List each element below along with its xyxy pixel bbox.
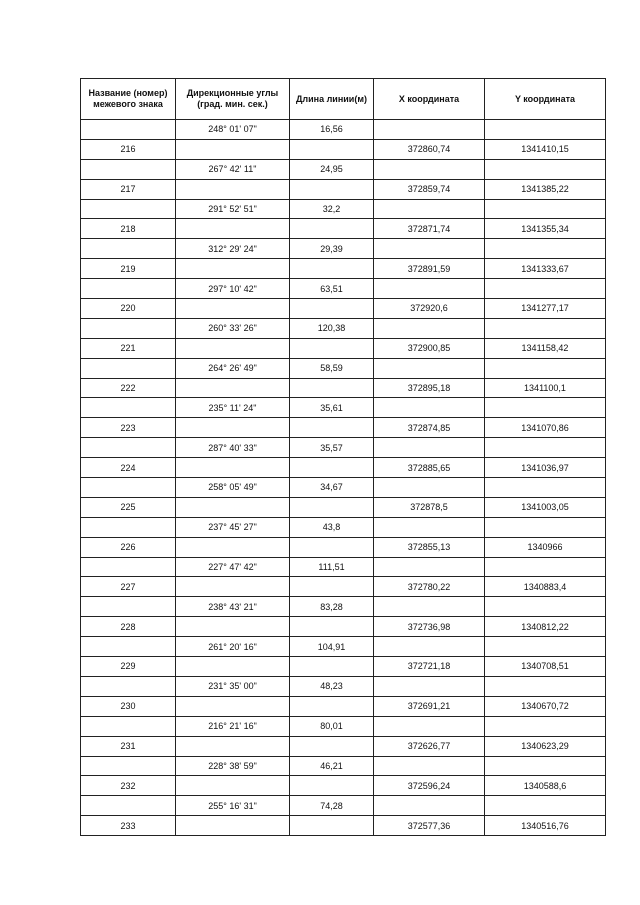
cell-y-coordinate: 1340812,22 [485, 617, 606, 637]
table-row [81, 120, 606, 140]
cell-mark-name: 216 [81, 139, 176, 159]
cell-direction-angle: 297° 10' 42" [176, 279, 290, 299]
cell-x-coordinate [374, 159, 485, 179]
cell-line-length: 74,28 [290, 796, 374, 816]
cell-y-coordinate: 1340588,6 [485, 776, 606, 796]
cell-x-coordinate: 372920,6 [374, 299, 485, 319]
cell-y-coordinate: 1340516,76 [485, 816, 606, 836]
cell-mark-name: 231 [81, 736, 176, 756]
cell-direction-angle: 261° 20' 16" [176, 637, 290, 657]
cell-x-coordinate [374, 517, 485, 537]
cell-x-coordinate [374, 239, 485, 259]
cell-x-coordinate: 372895,18 [374, 378, 485, 398]
cell-x-coordinate: 372871,74 [374, 219, 485, 239]
cell-mark-name: 218 [81, 219, 176, 239]
cell-y-coordinate: 1340966 [485, 537, 606, 557]
cell-y-coordinate: 1341410,15 [485, 139, 606, 159]
cell-x-coordinate [374, 199, 485, 219]
cell-line-length: 80,01 [290, 716, 374, 736]
cell-y-coordinate: 1341100,1 [485, 378, 606, 398]
cell-direction-angle: 227° 47' 42" [176, 557, 290, 577]
cell-direction-angle: 312° 29' 24" [176, 239, 290, 259]
table-row [81, 796, 606, 816]
cell-x-coordinate [374, 358, 485, 378]
table-row [81, 597, 606, 617]
cell-direction-angle: 248° 01' 07" [176, 120, 290, 140]
cell-mark-name: 233 [81, 816, 176, 836]
table-row [81, 199, 606, 219]
cell-x-coordinate: 372626,77 [374, 736, 485, 756]
table-row [81, 676, 606, 696]
cell-x-coordinate: 372874,85 [374, 418, 485, 438]
table-row [81, 537, 606, 557]
cell-y-coordinate [485, 597, 606, 617]
cell-mark-name [81, 239, 176, 259]
cell-direction-angle [176, 816, 290, 836]
cell-y-coordinate [485, 438, 606, 458]
cell-line-length [290, 458, 374, 478]
cell-line-length [290, 736, 374, 756]
table-row [81, 239, 606, 259]
cell-y-coordinate: 1340670,72 [485, 696, 606, 716]
cell-direction-angle: 235° 11' 24" [176, 398, 290, 418]
cell-x-coordinate [374, 120, 485, 140]
header-direction-angle: Дирекционные углы (град. мин. сек.) [176, 79, 290, 120]
cell-line-length: 111,51 [290, 557, 374, 577]
header-y-coordinate: Y координата [485, 79, 606, 120]
cell-mark-name [81, 120, 176, 140]
cell-direction-angle [176, 299, 290, 319]
header-line-length: Длина линии(м) [290, 79, 374, 120]
cell-y-coordinate [485, 318, 606, 338]
table-row [81, 637, 606, 657]
cell-mark-name [81, 279, 176, 299]
cell-y-coordinate: 1341277,17 [485, 299, 606, 319]
table-row [81, 617, 606, 637]
cell-line-length: 120,38 [290, 318, 374, 338]
cell-line-length [290, 816, 374, 836]
table-row [81, 418, 606, 438]
cell-direction-angle [176, 696, 290, 716]
table-row [81, 398, 606, 418]
cell-x-coordinate [374, 676, 485, 696]
cell-direction-angle [176, 378, 290, 398]
cell-mark-name [81, 597, 176, 617]
cell-x-coordinate [374, 716, 485, 736]
cell-x-coordinate: 372885,65 [374, 458, 485, 478]
cell-line-length [290, 179, 374, 199]
cell-x-coordinate: 372577,36 [374, 816, 485, 836]
cell-x-coordinate: 372596,24 [374, 776, 485, 796]
cell-line-length [290, 617, 374, 637]
cell-line-length [290, 497, 374, 517]
cell-mark-name [81, 637, 176, 657]
cell-y-coordinate: 1341385,22 [485, 179, 606, 199]
cell-direction-angle: 238° 43' 21" [176, 597, 290, 617]
table-row [81, 577, 606, 597]
cell-x-coordinate [374, 438, 485, 458]
cell-line-length: 63,51 [290, 279, 374, 299]
cell-x-coordinate [374, 557, 485, 577]
table-row [81, 497, 606, 517]
cell-x-coordinate [374, 756, 485, 776]
cell-y-coordinate: 1340623,29 [485, 736, 606, 756]
table-row [81, 517, 606, 537]
table-row [81, 776, 606, 796]
cell-line-length [290, 657, 374, 677]
cell-line-length: 35,57 [290, 438, 374, 458]
boundary-marks-document [80, 78, 605, 836]
cell-direction-angle: 231° 35' 00" [176, 676, 290, 696]
cell-line-length: 58,59 [290, 358, 374, 378]
cell-x-coordinate [374, 398, 485, 418]
cell-line-length: 104,91 [290, 637, 374, 657]
cell-y-coordinate [485, 796, 606, 816]
cell-y-coordinate: 1341158,42 [485, 338, 606, 358]
cell-line-length: 29,39 [290, 239, 374, 259]
cell-x-coordinate: 372691,21 [374, 696, 485, 716]
cell-y-coordinate: 1341333,67 [485, 259, 606, 279]
cell-mark-name: 226 [81, 537, 176, 557]
cell-line-length [290, 696, 374, 716]
cell-line-length [290, 338, 374, 358]
cell-x-coordinate: 372859,74 [374, 179, 485, 199]
cell-line-length: 35,61 [290, 398, 374, 418]
table-row [81, 338, 606, 358]
cell-line-length: 48,23 [290, 676, 374, 696]
table-row [81, 756, 606, 776]
cell-line-length: 46,21 [290, 756, 374, 776]
cell-line-length [290, 537, 374, 557]
cell-mark-name: 222 [81, 378, 176, 398]
cell-x-coordinate [374, 478, 485, 498]
cell-mark-name: 227 [81, 577, 176, 597]
cell-line-length [290, 299, 374, 319]
cell-y-coordinate [485, 159, 606, 179]
cell-direction-angle: 267° 42' 11" [176, 159, 290, 179]
table-row [81, 318, 606, 338]
cell-direction-angle: 260° 33' 26" [176, 318, 290, 338]
cell-direction-angle [176, 458, 290, 478]
header-mark-name: Название (номер) межевого знака [81, 79, 176, 120]
cell-direction-angle [176, 179, 290, 199]
cell-line-length [290, 219, 374, 239]
table-row [81, 358, 606, 378]
table-row [81, 458, 606, 478]
table-row [81, 299, 606, 319]
cell-y-coordinate [485, 279, 606, 299]
cell-x-coordinate [374, 597, 485, 617]
cell-line-length: 43,8 [290, 517, 374, 537]
cell-line-length [290, 378, 374, 398]
cell-direction-angle: 258° 05' 49" [176, 478, 290, 498]
table-row [81, 736, 606, 756]
cell-mark-name [81, 517, 176, 537]
table-row [81, 179, 606, 199]
cell-direction-angle [176, 617, 290, 637]
table-row [81, 219, 606, 239]
cell-y-coordinate [485, 517, 606, 537]
cell-mark-name [81, 676, 176, 696]
cell-mark-name [81, 159, 176, 179]
cell-mark-name: 220 [81, 299, 176, 319]
cell-y-coordinate [485, 756, 606, 776]
cell-line-length: 16,56 [290, 120, 374, 140]
cell-mark-name: 229 [81, 657, 176, 677]
cell-line-length [290, 139, 374, 159]
cell-direction-angle [176, 776, 290, 796]
cell-y-coordinate [485, 358, 606, 378]
cell-direction-angle [176, 537, 290, 557]
table-row [81, 696, 606, 716]
cell-mark-name [81, 199, 176, 219]
cell-x-coordinate [374, 279, 485, 299]
cell-mark-name [81, 398, 176, 418]
cell-direction-angle [176, 338, 290, 358]
cell-x-coordinate: 372721,18 [374, 657, 485, 677]
cell-mark-name [81, 796, 176, 816]
cell-direction-angle [176, 139, 290, 159]
cell-direction-angle: 264° 26' 49" [176, 358, 290, 378]
table-row [81, 557, 606, 577]
cell-mark-name [81, 438, 176, 458]
cell-y-coordinate: 1341355,34 [485, 219, 606, 239]
cell-mark-name [81, 557, 176, 577]
cell-direction-angle: 216° 21' 16" [176, 716, 290, 736]
cell-mark-name: 219 [81, 259, 176, 279]
cell-mark-name: 225 [81, 497, 176, 517]
cell-x-coordinate: 372860,74 [374, 139, 485, 159]
cell-line-length [290, 577, 374, 597]
cell-direction-angle [176, 219, 290, 239]
cell-x-coordinate [374, 318, 485, 338]
cell-line-length: 34,67 [290, 478, 374, 498]
table-row [81, 657, 606, 677]
cell-line-length [290, 259, 374, 279]
cell-x-coordinate [374, 796, 485, 816]
cell-direction-angle [176, 736, 290, 756]
cell-y-coordinate: 1341003,05 [485, 497, 606, 517]
cell-mark-name [81, 358, 176, 378]
cell-line-length [290, 418, 374, 438]
coordinates-table [80, 78, 606, 836]
table-row [81, 478, 606, 498]
cell-y-coordinate [485, 239, 606, 259]
cell-mark-name: 228 [81, 617, 176, 637]
cell-y-coordinate [485, 478, 606, 498]
cell-mark-name: 230 [81, 696, 176, 716]
table-row [81, 259, 606, 279]
table-body [81, 120, 606, 836]
table-header-row [81, 79, 606, 120]
cell-y-coordinate [485, 398, 606, 418]
table-row [81, 139, 606, 159]
cell-y-coordinate [485, 716, 606, 736]
cell-line-length: 83,28 [290, 597, 374, 617]
cell-mark-name [81, 716, 176, 736]
header-x-coordinate: Х координата [374, 79, 485, 120]
cell-y-coordinate: 1340708,51 [485, 657, 606, 677]
cell-x-coordinate: 372878,5 [374, 497, 485, 517]
cell-y-coordinate: 1341036,97 [485, 458, 606, 478]
cell-mark-name: 221 [81, 338, 176, 358]
table-row [81, 279, 606, 299]
cell-direction-angle: 255° 16' 31" [176, 796, 290, 816]
cell-line-length [290, 776, 374, 796]
table-row [81, 716, 606, 736]
cell-mark-name [81, 478, 176, 498]
cell-direction-angle [176, 259, 290, 279]
cell-mark-name: 224 [81, 458, 176, 478]
cell-x-coordinate: 372780,22 [374, 577, 485, 597]
cell-direction-angle [176, 577, 290, 597]
cell-direction-angle [176, 497, 290, 517]
cell-y-coordinate [485, 557, 606, 577]
cell-y-coordinate: 1340883,4 [485, 577, 606, 597]
cell-mark-name: 223 [81, 418, 176, 438]
cell-line-length: 24,95 [290, 159, 374, 179]
cell-direction-angle: 291° 52' 51" [176, 199, 290, 219]
cell-direction-angle [176, 657, 290, 677]
cell-direction-angle: 287° 40' 33" [176, 438, 290, 458]
cell-y-coordinate [485, 637, 606, 657]
cell-x-coordinate: 372855,13 [374, 537, 485, 557]
cell-mark-name: 232 [81, 776, 176, 796]
cell-y-coordinate [485, 120, 606, 140]
cell-mark-name: 217 [81, 179, 176, 199]
cell-y-coordinate: 1341070,86 [485, 418, 606, 438]
cell-x-coordinate: 372736,98 [374, 617, 485, 637]
cell-mark-name [81, 756, 176, 776]
cell-y-coordinate [485, 676, 606, 696]
cell-x-coordinate: 372891,59 [374, 259, 485, 279]
table-row [81, 438, 606, 458]
table-row [81, 159, 606, 179]
cell-direction-angle: 228° 38' 59" [176, 756, 290, 776]
cell-line-length: 32,2 [290, 199, 374, 219]
cell-direction-angle: 237° 45' 27" [176, 517, 290, 537]
table-row [81, 378, 606, 398]
table-row [81, 816, 606, 836]
cell-x-coordinate: 372900,85 [374, 338, 485, 358]
cell-mark-name [81, 318, 176, 338]
cell-direction-angle [176, 418, 290, 438]
cell-x-coordinate [374, 637, 485, 657]
cell-y-coordinate [485, 199, 606, 219]
